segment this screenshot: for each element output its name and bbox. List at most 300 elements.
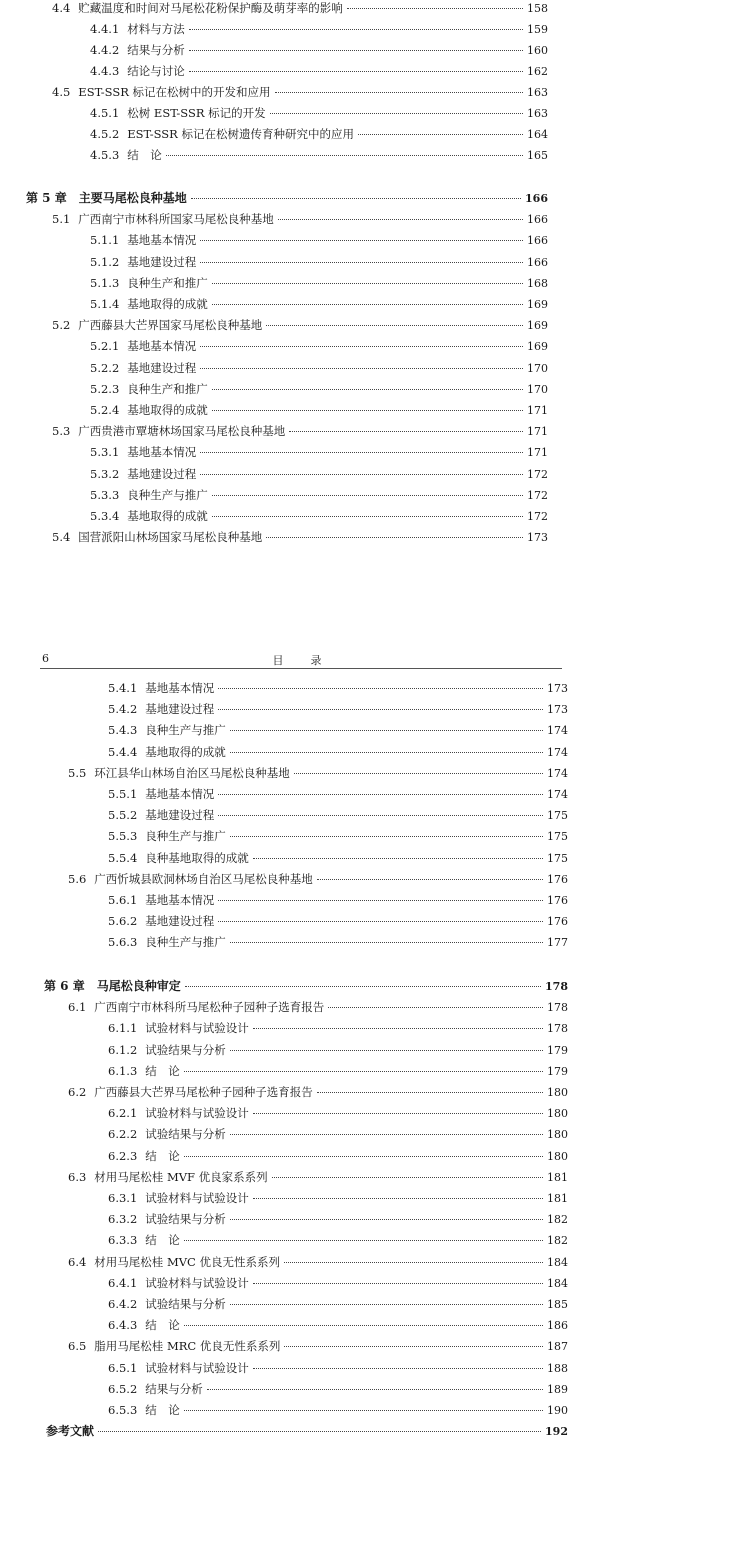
toc-entry-number: 5.3 (52, 424, 71, 439)
toc-entry-page: 169 (527, 298, 548, 311)
dot-leader (212, 495, 523, 496)
toc-entry-page: 185 (547, 1298, 568, 1311)
running-head (40, 650, 562, 669)
toc-section-entry[interactable] (52, 84, 548, 100)
toc-entry-number: 4.4.1 (90, 22, 120, 36)
toc-entry-title: 基地建设过程 (145, 702, 215, 717)
toc-entry-title: 基地基本情况 (145, 893, 215, 907)
toc-entry-title: 基地取得的成就 (127, 403, 208, 417)
toc-entry-number: 5.5 (68, 765, 87, 780)
toc-entry-title: 基地建设过程 (127, 466, 197, 481)
toc-entry-title: 结 论 (145, 1403, 180, 1417)
toc-subsection-entry[interactable] (90, 232, 548, 248)
toc-subsection-entry[interactable] (90, 105, 548, 121)
toc-entry-page: 181 (547, 1192, 568, 1205)
toc-subsection-entry[interactable] (108, 850, 568, 866)
dot-leader (230, 730, 543, 731)
toc-entry-title: 结 论 (145, 1233, 180, 1248)
dot-leader (272, 1177, 543, 1178)
dot-leader (200, 240, 523, 241)
toc-subsection-entry[interactable] (108, 1360, 568, 1376)
toc-entry-title: 基地建设过程 (145, 914, 215, 929)
toc-subsection-entry[interactable] (90, 360, 548, 376)
toc-entry-title: 试验结果与分析 (145, 1042, 226, 1057)
toc-section-entry[interactable] (68, 1084, 568, 1100)
toc-entry-title: 良种基地取得的成就 (145, 850, 249, 865)
dot-leader (270, 113, 523, 114)
toc-entry-page: 165 (527, 149, 548, 162)
dot-leader (200, 262, 523, 263)
dot-leader (230, 1304, 543, 1305)
toc-entry-title: EST-SSR 标记在松树遗传育种研究中的应用 (127, 127, 354, 141)
toc-subsection-entry[interactable] (90, 126, 548, 142)
dot-leader (184, 1071, 543, 1072)
dot-leader (253, 858, 543, 859)
toc-entry-number: 5.3.4 (90, 509, 120, 523)
toc-section-entry[interactable] (68, 1169, 568, 1185)
toc-subsection-entry[interactable] (90, 63, 548, 79)
page-number: 6 (42, 652, 49, 665)
dot-leader (230, 1050, 543, 1051)
toc-entry-page: 171 (527, 404, 548, 417)
toc-entry-number: 6.3 (68, 1169, 87, 1184)
toc-chapter-entry[interactable] (26, 190, 548, 206)
toc-entry-title: 基地基本情况 (127, 339, 197, 354)
toc-entry-number: 5.6.1 (108, 893, 138, 907)
dot-leader (189, 50, 523, 51)
toc-entry-number: 5.4.1 (108, 681, 138, 695)
toc-entry-title: EST-SSR 标记在松树中的开发和应用 (78, 85, 271, 99)
toc-subsection-entry[interactable] (108, 1381, 568, 1397)
toc-entry-number: 6.4.2 (108, 1297, 138, 1311)
dot-leader (166, 155, 523, 156)
dot-leader (200, 368, 523, 369)
toc-entry-number: 5.4.4 (108, 744, 138, 759)
dot-leader (212, 516, 523, 517)
toc-subsection-entry[interactable] (90, 147, 548, 163)
toc-entry-page: 170 (527, 361, 548, 375)
toc-subsection-entry[interactable] (108, 807, 568, 823)
toc-subsection-entry[interactable] (90, 444, 548, 460)
toc-subsection-entry[interactable] (108, 1275, 568, 1291)
toc-subsection-entry[interactable] (108, 1190, 568, 1206)
toc-entry-title: 基地基本情况 (145, 681, 215, 695)
toc-entry-title: 试验材料与试验设计 (145, 1360, 249, 1375)
toc-entry-title: 结 论 (145, 1318, 180, 1333)
toc-subsection-entry[interactable] (108, 1126, 568, 1142)
toc-entry-number: 5.6.3 (108, 935, 138, 950)
toc-entry-page: 178 (547, 1001, 568, 1015)
toc-subsection-entry[interactable] (90, 42, 548, 58)
toc-entry-title: 贮藏温度和时间对马尾松花粉保护酶及萌芽率的影响 (78, 1, 343, 15)
toc-entry-number: 4.5.3 (90, 148, 120, 162)
toc-entry-page: 166 (527, 234, 548, 248)
toc-entry-title: 结论与讨论 (127, 64, 185, 78)
toc-section-entry[interactable] (52, 529, 548, 545)
toc-entry-number: 6.2 (68, 1085, 87, 1099)
dot-leader (230, 942, 543, 943)
toc-entry-page: 180 (547, 1128, 568, 1142)
toc-entry-number: 5.4 (52, 530, 71, 545)
toc-entry-title: 基地取得的成就 (127, 509, 208, 523)
toc-entry-page: 176 (547, 894, 568, 907)
toc-entry-page: 181 (547, 1170, 568, 1184)
toc-entry-page: 173 (547, 682, 568, 695)
toc-subsection-entry[interactable] (108, 913, 568, 929)
toc-entry-title: 结 论 (145, 1148, 180, 1163)
dot-leader (347, 8, 523, 9)
toc-entry-title: 良种生产与推广 (145, 723, 226, 738)
toc-entry-page: 160 (527, 44, 548, 57)
toc-entry-number: 6.3.1 (108, 1191, 138, 1205)
toc-entry-page: 166 (527, 255, 548, 269)
toc-subsection-entry[interactable] (108, 722, 568, 738)
toc-entry-page: 163 (527, 107, 548, 120)
toc-entry-number: 5.2.1 (90, 339, 120, 354)
toc-references-entry[interactable] (46, 1423, 568, 1439)
toc-entry-title: 材用马尾松桂 MVF 优良家系系列 (94, 1169, 268, 1184)
toc-entry-page: 192 (545, 1425, 568, 1438)
toc-section-entry[interactable] (52, 211, 548, 227)
toc-entry-page: 176 (547, 872, 568, 886)
toc-entry-page: 169 (527, 319, 548, 333)
toc-entry-number: 6.4 (68, 1254, 87, 1269)
toc-entry-page: 184 (547, 1276, 568, 1290)
toc-entry-title: 试验结果与分析 (145, 1212, 226, 1227)
toc-entry-number: 6.2.2 (108, 1127, 138, 1142)
toc-section-entry[interactable] (68, 1338, 568, 1354)
toc-entry-page: 178 (547, 1022, 568, 1036)
toc-entry-number: 4.4.3 (90, 64, 120, 78)
toc-entry-page: 175 (547, 830, 568, 844)
toc-entry-page: 172 (527, 510, 548, 523)
dot-leader (284, 1346, 543, 1347)
toc-entry-title: 基地建设过程 (127, 254, 197, 269)
toc-entry-number: 6.1 (68, 1000, 87, 1015)
toc-entry-title: 良种生产和推广 (127, 275, 208, 290)
dot-leader (230, 1134, 543, 1135)
dot-leader (230, 836, 543, 837)
toc-section-entry[interactable] (52, 317, 548, 333)
toc-entry-page: 175 (547, 809, 568, 823)
toc-entry-title: 试验结果与分析 (145, 1297, 226, 1311)
dot-leader (184, 1156, 543, 1157)
toc-entry-page: 182 (547, 1234, 568, 1248)
toc-entry-title: 国营派阳山林场国家马尾松良种基地 (78, 530, 263, 545)
toc-subsection-entry[interactable] (90, 487, 548, 503)
toc-entry-title: 基地取得的成就 (127, 297, 208, 311)
toc-entry-number: 6.5 (68, 1339, 87, 1354)
toc-entry-page: 159 (527, 23, 548, 36)
toc-entry-page: 188 (547, 1361, 568, 1375)
toc-entry-title: 参考文献 (46, 1424, 95, 1438)
toc-entry-page: 189 (547, 1382, 568, 1396)
toc-entry-title: 良种生产与推广 (127, 487, 208, 502)
dot-leader (212, 410, 523, 411)
toc-subsection-entry[interactable] (108, 1063, 568, 1079)
toc-entry-number: 6.1.3 (108, 1063, 138, 1078)
dot-leader (253, 1368, 543, 1369)
toc-subsection-entry[interactable] (108, 892, 568, 908)
dot-leader (266, 325, 523, 326)
toc-entry-number: 4.5 (52, 85, 71, 99)
toc-entry-title: 广西贵港市覃塘林场国家马尾松良种基地 (78, 424, 286, 439)
toc-subsection-entry[interactable] (90, 296, 548, 312)
toc-subsection-entry[interactable] (90, 466, 548, 482)
toc-entry-number: 6.5.2 (108, 1381, 138, 1396)
toc-entry-page: 164 (527, 128, 548, 141)
toc-entry-number: 第 5 章 (26, 191, 67, 205)
toc-entry-page: 173 (547, 703, 568, 717)
toc-entry-number: 5.3.2 (90, 466, 120, 481)
dot-leader (275, 92, 523, 93)
dot-leader (207, 1389, 543, 1390)
toc-entry-title: 基地取得的成就 (145, 744, 226, 759)
toc-subsection-entry[interactable] (90, 338, 548, 354)
toc-entry-page: 170 (527, 382, 548, 396)
toc-entry-page: 174 (547, 745, 568, 759)
dot-leader (184, 1325, 543, 1326)
toc-entry-number: 第 6 章 (44, 979, 85, 993)
dot-leader (218, 688, 543, 689)
toc-section-entry[interactable] (68, 871, 568, 887)
running-head-title: 目 录 (272, 654, 330, 667)
toc-entry-page: 166 (527, 213, 548, 227)
dot-leader (289, 431, 523, 432)
toc-subsection-entry[interactable] (108, 1296, 568, 1312)
dot-leader (191, 198, 521, 199)
toc-entry-number: 5.1.4 (90, 297, 120, 311)
toc-entry-number: 5.1.2 (90, 254, 120, 269)
dot-leader (284, 1262, 543, 1263)
toc-entry-number: 5.2.3 (90, 381, 120, 396)
toc-entry-title: 基地建设过程 (145, 808, 215, 823)
toc-subsection-entry[interactable] (90, 508, 548, 524)
dot-leader (184, 1240, 543, 1241)
toc-section-entry[interactable] (52, 0, 548, 16)
dot-leader (230, 752, 543, 753)
toc-entry-page: 172 (527, 467, 548, 481)
toc-entry-number: 5.1.1 (90, 233, 120, 248)
toc-entry-number: 5.2.4 (90, 403, 120, 417)
toc-entry-page: 166 (525, 192, 548, 205)
toc-subsection-entry[interactable] (108, 1042, 568, 1058)
toc-subsection-entry[interactable] (90, 254, 548, 270)
toc-entry-number: 5.4.3 (108, 723, 138, 738)
toc-subsection-entry[interactable] (108, 701, 568, 717)
toc-subsection-entry[interactable] (90, 381, 548, 397)
dot-leader (185, 986, 541, 987)
toc-entry-number: 5.1.3 (90, 275, 120, 290)
toc-entry-page: 186 (547, 1319, 568, 1333)
toc-entry-title: 广西南宁市林科所国家马尾松良种基地 (78, 212, 274, 227)
toc-section-entry[interactable] (68, 1254, 568, 1270)
toc-entry-number: 5.5.3 (108, 829, 138, 844)
toc-entry-title: 广西藤县大芒界国家马尾松良种基地 (78, 318, 263, 333)
toc-entry-number: 6.2.1 (108, 1106, 138, 1121)
toc-entry-number: 5.6 (68, 871, 87, 886)
dot-leader (218, 709, 543, 710)
toc-entry-title: 试验材料与试验设计 (145, 1106, 249, 1121)
toc-entry-number: 6.4.3 (108, 1318, 138, 1333)
toc-entry-title: 试验材料与试验设计 (145, 1021, 249, 1036)
toc-entry-page: 179 (547, 1043, 568, 1057)
toc-entry-title: 基地基本情况 (145, 787, 215, 801)
toc-entry-page: 177 (547, 936, 568, 950)
toc-subsection-entry[interactable] (90, 275, 548, 291)
toc-entry-number: 5.3.1 (90, 445, 120, 460)
dot-leader (294, 773, 543, 774)
toc-entry-number: 6.5.3 (108, 1403, 138, 1417)
toc-subsection-entry[interactable] (108, 1402, 568, 1418)
dot-leader (200, 346, 523, 347)
toc-entry-number: 6.3.3 (108, 1233, 138, 1248)
toc-entry-title: 良种生产与推广 (145, 829, 226, 844)
toc-subsection-entry[interactable] (108, 828, 568, 844)
dot-leader (317, 879, 543, 880)
dot-leader (253, 1198, 543, 1199)
toc-entry-number: 6.4.1 (108, 1275, 138, 1290)
toc-subsection-entry[interactable] (108, 786, 568, 802)
toc-entry-page: 180 (547, 1086, 568, 1099)
toc-entry-title: 主要马尾松良种基地 (78, 191, 187, 205)
toc-entry-title: 结果与分析 (145, 1381, 203, 1396)
toc-section-entry[interactable] (52, 423, 548, 439)
toc-entry-title: 基地基本情况 (127, 445, 197, 460)
toc-subsection-entry[interactable] (108, 1105, 568, 1121)
toc-entry-page: 172 (527, 488, 548, 502)
toc-entry-title: 基地基本情况 (127, 233, 197, 248)
toc-entry-title: 良种生产和推广 (127, 381, 208, 396)
toc-section-entry[interactable] (68, 765, 568, 781)
toc-subsection-entry[interactable] (108, 1232, 568, 1248)
dot-leader (98, 1431, 541, 1432)
toc-entry-page: 187 (547, 1340, 568, 1354)
dot-leader (218, 900, 543, 901)
toc-entry-title: 结 论 (145, 1063, 180, 1078)
toc-entry-number: 6.3.2 (108, 1212, 138, 1227)
dot-leader (253, 1028, 543, 1029)
toc-entry-title: 良种生产与推广 (145, 935, 226, 950)
toc-entry-title: 松树 EST-SSR 标记的开发 (127, 106, 266, 120)
toc-entry-page: 190 (547, 1404, 568, 1417)
toc-entry-page: 162 (527, 65, 548, 78)
toc-subsection-entry[interactable] (108, 1148, 568, 1164)
dot-leader (189, 71, 523, 72)
toc-entry-number: 6.1.2 (108, 1042, 138, 1057)
toc-entry-number: 6.2.3 (108, 1148, 138, 1163)
toc-entry-number: 5.1 (52, 212, 71, 227)
toc-entry-title: 环江县华山林场自治区马尾松良种基地 (94, 765, 290, 780)
toc-entry-page: 178 (545, 980, 568, 993)
dot-leader (253, 1113, 543, 1114)
toc-entry-page: 169 (527, 340, 548, 354)
dot-leader (358, 134, 523, 135)
dot-leader (317, 1092, 543, 1093)
toc-entry-number: 4.4.2 (90, 43, 120, 57)
toc-entry-title: 广西藤县大芒界马尾松种子园种子选育报告 (94, 1085, 313, 1099)
dot-leader (230, 1219, 543, 1220)
toc-entry-page: 168 (527, 276, 548, 290)
dot-leader (278, 219, 523, 220)
toc-page-upper (0, 0, 750, 560)
dot-leader (189, 29, 523, 30)
dot-leader (218, 794, 543, 795)
toc-subsection-entry[interactable] (90, 21, 548, 37)
toc-page-lower (0, 640, 750, 1546)
toc-entry-title: 试验材料与试验设计 (145, 1191, 249, 1205)
toc-entry-number: 5.5.4 (108, 850, 138, 865)
toc-chapter-entry[interactable] (44, 978, 568, 994)
toc-entry-title: 广西南宁市林科所马尾松种子园种子选育报告 (94, 1000, 325, 1015)
dot-leader (200, 452, 523, 453)
toc-section-entry[interactable] (68, 999, 568, 1015)
toc-entry-page: 175 (547, 851, 568, 865)
toc-entry-number: 5.5.2 (108, 808, 138, 823)
toc-entry-page: 171 (527, 446, 548, 460)
toc-entry-page: 171 (527, 425, 548, 439)
toc-entry-number: 4.5.2 (90, 127, 120, 141)
dot-leader (212, 283, 523, 284)
toc-entry-title: 材用马尾松桂 MVC 优良无性系系列 (94, 1254, 280, 1269)
toc-entry-title: 试验结果与分析 (145, 1127, 226, 1142)
toc-subsection-entry[interactable] (108, 1020, 568, 1036)
toc-entry-page: 176 (547, 915, 568, 929)
dot-leader (212, 389, 523, 390)
dot-leader (218, 921, 543, 922)
toc-entry-number: 6.5.1 (108, 1360, 138, 1375)
toc-entry-number: 5.2 (52, 318, 71, 333)
toc-entry-title: 广西忻城县欧洞林场自治区马尾松良种基地 (94, 871, 313, 886)
toc-entry-page: 173 (527, 531, 548, 545)
toc-entry-page: 180 (547, 1149, 568, 1163)
toc-entry-page: 174 (547, 788, 568, 801)
toc-entry-page: 174 (547, 724, 568, 738)
dot-leader (184, 1410, 543, 1411)
dot-leader (266, 537, 523, 538)
toc-entry-page: 179 (547, 1064, 568, 1078)
toc-entry-number: 5.4.2 (108, 702, 138, 717)
toc-subsection-entry[interactable] (108, 1211, 568, 1227)
toc-entry-number: 4.4 (52, 1, 71, 15)
toc-subsection-entry[interactable] (108, 934, 568, 950)
dot-leader (218, 815, 543, 816)
toc-entry-number: 5.6.2 (108, 914, 138, 929)
toc-entry-title: 结果与分析 (127, 43, 185, 57)
toc-entry-page: 158 (527, 2, 548, 15)
toc-entry-page: 163 (527, 86, 548, 99)
toc-subsection-entry[interactable] (108, 744, 568, 760)
dot-leader (253, 1283, 543, 1284)
toc-entry-title: 材料与方法 (127, 22, 185, 36)
toc-subsection-entry[interactable] (108, 1317, 568, 1333)
toc-subsection-entry[interactable] (90, 402, 548, 418)
toc-entry-title: 基地建设过程 (127, 360, 197, 375)
toc-entry-page: 182 (547, 1213, 568, 1227)
dot-leader (328, 1007, 543, 1008)
toc-entry-number: 6.1.1 (108, 1021, 138, 1036)
dot-leader (212, 304, 523, 305)
toc-entry-page: 180 (547, 1107, 568, 1121)
toc-entry-title: 试验材料与试验设计 (145, 1275, 249, 1290)
toc-entry-title: 脂用马尾松桂 MRC 优良无性系系列 (94, 1339, 281, 1354)
toc-subsection-entry[interactable] (108, 680, 568, 696)
toc-entry-page: 174 (547, 766, 568, 780)
toc-entry-title: 结 论 (127, 148, 162, 162)
toc-entry-page: 184 (547, 1255, 568, 1269)
toc-entry-title: 马尾松良种审定 (96, 979, 181, 993)
toc-entry-number: 5.5.1 (108, 787, 138, 801)
